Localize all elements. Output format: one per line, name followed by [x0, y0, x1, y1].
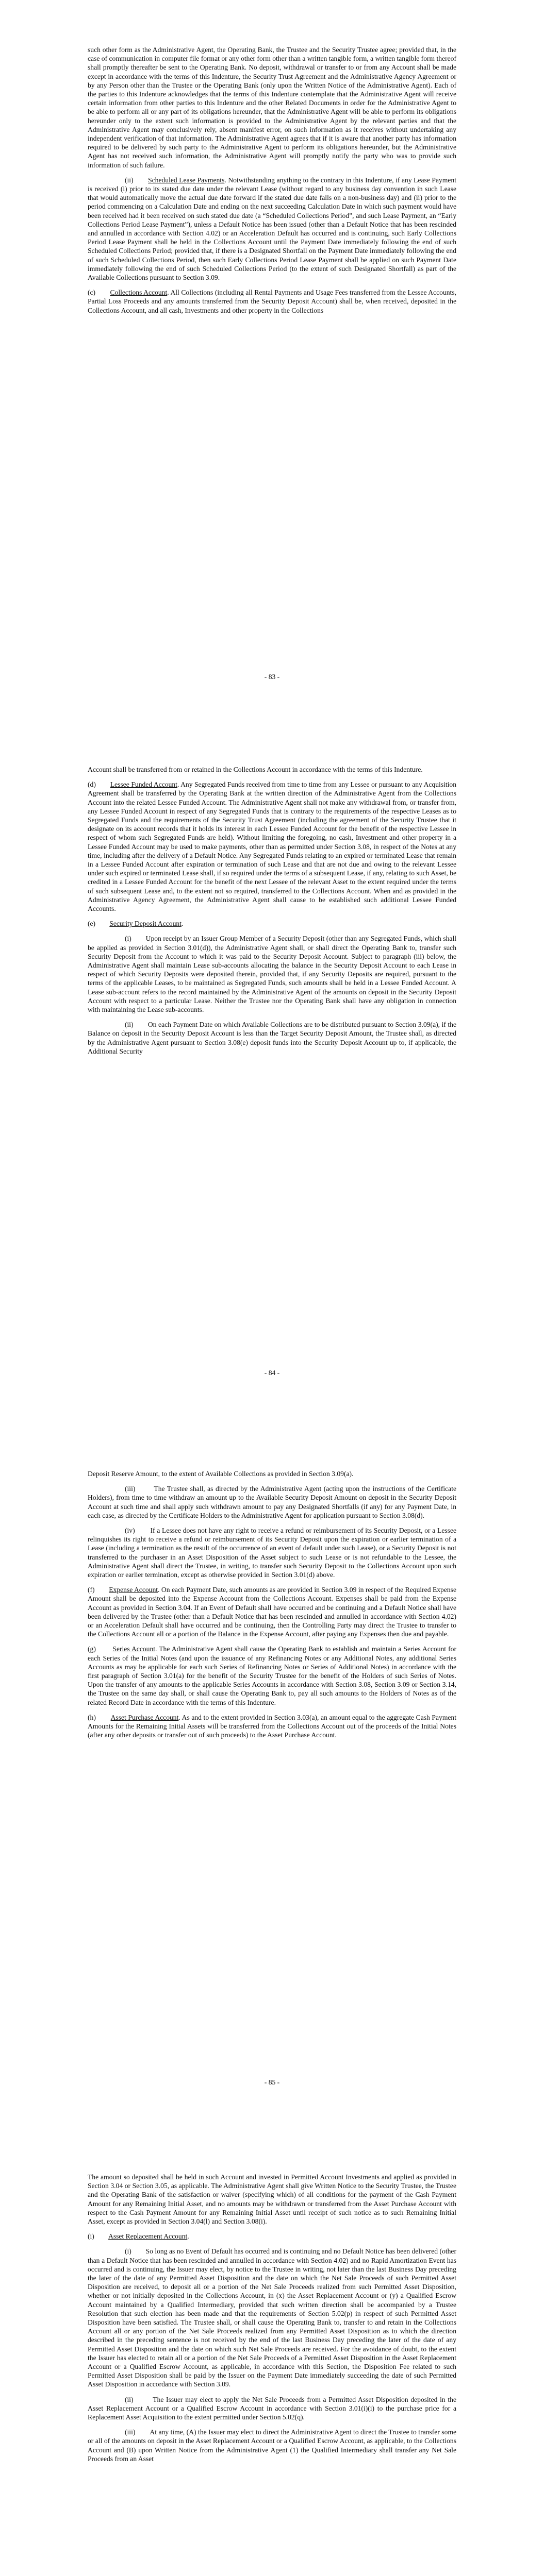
paragraph-text: The Issuer may elect to apply the Net Sale Proceeds from a Permitted Asset Disposition deposited in the Asset Replacement Account or a Qualified Escrow Account in accordance with Section 3.01(i)(i) to the purchase price for a Replacement Asset Acquisition to the extent permitted under Section 5.02(q).	[88, 2395, 457, 2421]
page-84	[0, 703, 544, 1406]
section-title: Scheduled Lease Payments	[148, 176, 225, 184]
paragraph: Account shall be transferred from or retained in the Collections Account in accordance with the terms of this Indenture.	[88, 766, 423, 773]
paragraph	[88, 1020, 456, 1056]
section-title: Asset Purchase Account	[110, 1713, 179, 1721]
page-number: - 84 -	[264, 1369, 280, 1377]
heading-asset-replacement-account	[88, 2232, 456, 2241]
page-number: - 83 -	[264, 673, 280, 681]
section-title: Asset Replacement Account	[108, 2232, 188, 2241]
paragraph-text: If a Lessee does not have any right to receive a refund or reimbursement of its Security Deposit, or a Lessee relinquishes its right to receive a refund or reimbursement of its Security Deposit upon the expiration or earlier termination of a Lease (including a termination as the result of the occurrence of an event of default under such Lease), or a Security Deposit is not transferred to the purchaser in an Asset Disposition of the Asset subject to such Lease or is not refundable to the Lessee, the Administrative Agent shall direct the Trustee, in writing, to transfer such Security Deposit to the Collections Account upon such expiration or earlier termination, except as otherwise provided in Section 3.01(d) above.	[88, 1527, 457, 1579]
paragraph	[88, 1526, 456, 1579]
section-number: (e)	[88, 920, 96, 928]
subsection-number: (ii)	[125, 1021, 134, 1029]
page-83	[0, 0, 544, 703]
paragraph	[88, 1484, 456, 1520]
subsection-number: (ii)	[125, 176, 134, 184]
page-number: - 85 -	[264, 2078, 280, 2086]
heading-security-deposit-account	[88, 919, 456, 928]
page-body	[88, 1469, 456, 1745]
paragraph: The amount so deposited shall be held in such Account and invested in Permitted Account Investments and applied as provided in Section 3.04 or Section 3.05, as applicable. The Administrative Agent shall give Written Notice to the Security Trustee, the Trustee and the Operating Bank of the satisfaction or waiver (specifying which) of all conditions for the payment of the Cash Payment Amount for any Remaining Initial Asset, and no amounts may be withdrawn or transferred from the Asset Purchase Account with respect to the Cash Payment Amount for any Remaining Initial Asset until receipt of such notice as to such Remaining Initial Asset, except as provided in Section 3.04(l) and Section 3.08(i).	[88, 2173, 456, 2226]
paragraph-text: . On each Payment Date, such amounts as are provided in Section 3.09 in respect of the Required Expense Amount shall be deposited into the Expense Account from the Collections Account. Expenses shall be paid from the Expense Account as provided in Section 3.04. If an Event of Default shall have occurred and be continuing and a Default Notice shall have been delivered by the Trustee (other than a Default Notice that has been rescinded and annulled in accordance with Section 4.02) or an Acceleration Default shall have occurred and be continuing, then the Controlling Party may direct the Trustee to transfer to the Collections Account all or a portion of the Balance in the Expense Account, after paying any Expenses then due and payable.	[88, 1586, 456, 1638]
paragraph-text: The Trustee shall, as directed by the Administrative Agent (acting upon the instructions of the Certificate Holders), from time to time withdraw an amount up to the Available Security Deposit Amount on deposit in the Security Deposit Account at such time and shall apply such withdrawn amount to pay any Designated Shortfalls (if any) for any Payment Date, in each case, as directed by the Certificate Holders to the Administrative Agent for application pursuant to Section 3.08(d).	[88, 1485, 456, 1519]
paragraph-expense-account	[88, 1585, 456, 1638]
paragraph-text: . The Administrative Agent shall cause the Operating Bank to establish and maintain a Series Account for each Series of the Initial Notes (and upon the issuance of any Refinancing Notes or any Additional Notes, any additional Series Accounts as may be applicable for each such Series of Refinancing Notes or Series of Additional Notes) in accordance with the first paragraph of Section 3.01(a) for the benefit of the Security Trustee for the benefit of the Holders of such Series of Notes. Upon the transfer of any amounts to the applicable Series Accounts in accordance with Section 3.08, Section 3.09 or Section 3.14, the Trustee on the same day shall, or shall cause the Operating Bank to, pay all such amounts to the Holders of Notes as of the related Record Date in accordance with the terms of this Indenture.	[88, 1645, 456, 1706]
subsection-number: (ii)	[125, 2395, 134, 2403]
subsection-number: (i)	[125, 2247, 131, 2256]
subsection-number: (iii)	[125, 2428, 136, 2436]
paragraph	[88, 2247, 456, 2388]
section-number: (d)	[88, 781, 96, 789]
section-number: (f)	[88, 1586, 95, 1594]
page-85	[0, 1406, 544, 2110]
paragraph-scheduled-lease-payments	[88, 176, 456, 282]
paragraph-text: . Any Segregated Funds received from time to time from any Lessee or pursuant to any Acquisition Agreement shall be transferred by the Operating Bank at the written direction of the Administrative Agent from the Collections Account into the related Lessee Funded Account. The Administrative Agent shall not make any withdrawal from, or transfer from, any Lessee Funded Account in respect of any Segregated Funds that is contrary to the requirements of the respective Leases as to Segregated Funds and the requirements of the Security Trust Agreement (including the agreement of the Security Trustee that it designate on its account records that it holds its interest in each Lessee Funded Account for the benefit of the respective Lessee in respect of whom such Segregated Funds are held). Without limiting the foregoing, no cash, Investment and other property in a Lessee Funded Account may be used to make payments, other than as permitted under Section 3.08, in respect of the Notes at any time, including after the delivery of a Default Notice. Any Segregated Funds relating to an expired or terminated Lease that remain in a Lessee Funded Account after expiration or termination of such Lease and that are not due and owing to the relevant Lessee under such expired or terminated Lease shall, if so required under the terms of a subsequent Lease, if any, relating to such Asset, be credited in a Lessee Funded Account for the benefit of the next Lessee of the relevant Asset to the extent required under the terms of such subsequent Lease and, to the extent not so required, transferred to the Collections Account. When and as provided in the Administrative Agency Agreement, the Administrative Agent shall cause to be established such additional Lessee Funded Accounts.	[88, 781, 457, 913]
section-number: (h)	[88, 1713, 96, 1721]
paragraph-text: .	[187, 2232, 189, 2241]
subsection-number: (i)	[125, 935, 131, 943]
paragraph: such other form as the Administrative Agent, the Operating Bank, the Trustee and the Security Trustee agree; provided that, in the case of communication in computer file format or any other form other than a written tangible form, a written tangible form thereof shall promptly thereafter be sent to the Operating Bank. No deposit, withdrawal or transfer to or from any Account shall be made except in accordance with the terms of this Indenture, the Security Trust Agreement and the Administrative Agency Agreement or by any Person other than the Trustee or the Operating Bank (only upon the Written Notice of the Administrative Agent). Each of the parties to this Indenture acknowledges that the terms of this Indenture contemplate that the Administrative Agent will receive certain information from other parties to this Indenture and the other Related Documents in order for the Administrative Agent to be able to perform all or any part of its obligations hereunder, that the Administrative Agent will be able to perform its obligations hereunder only to the extent such information is provided to the Administrative Agent by the relevant parties and that the Administrative Agent may conclusively rely, absent manifest error, on such information as it receives without undertaking any independent verification of that information. The Administrative Agent agrees that if it is aware that another party has information required to be delivered by such party to the Administrative Agent to perform its obligations hereunder, but the Administrative Agent has not received such information, the Administrative Agent will promptly notify the party who was to provide such information of such failure.	[88, 46, 456, 169]
paragraph	[88, 934, 456, 1014]
section-number: (g)	[88, 1645, 96, 1653]
paragraph-asset-purchase-account	[88, 1713, 456, 1740]
paragraph-text: So long as no Event of Default has occurred and is continuing and no Default Notice has been delivered (other than a Default Notice that has been rescinded and annulled in accordance with Section 4.02) and no Rapid Amortization Event has occurred and is continuing, the Issuer may elect, by notice to the Trustee in writing, not later than the last Business Day preceding the later of the date of any Permitted Asset Disposition and the date on which the Net Sale Proceeds of such Permitted Asset Disposition are received, to deposit all or a portion of the Net Sale Proceeds realized from such Permitted Asset Disposition, whether or not initially deposited in the Collections Account, in (x) the Asset Replacement Account or (y) a Qualified Escrow Account maintained by a Qualified Intermediary, provided that such written direction shall be accompanied by a Trustee Resolution that such election has been made and that the requirements of Section 5.02(p) in respect of such Permitted Asset Disposition have been satisfied. The Trustee shall, or shall cause the Operating Bank to, transfer to and retain in the Collections Account all or any portion of the Net Sale Proceeds realized from any Permitted Asset Disposition as to which the direction described in the preceding sentence is not received by the end of the last Business Day preceding the later of the date of any Permitted Asset Disposition and the date on which such Net Sale Proceeds are received. For the avoidance of doubt, to the extent the Issuer has elected to retain all or a portion of the Net Sale Proceeds of a Permitted Asset Disposition in the Asset Replacement Account or a Qualified Escrow Account, as applicable, in accordance with this Section, the Disposition Fee related to such Permitted Asset Disposition shall be paid by the Issuer on the Payment Date immediately succeeding the date of such Permitted Asset Disposition in accordance with Section 3.09.	[88, 2247, 456, 2388]
paragraph	[88, 2428, 456, 2463]
section-title: Collections Account	[110, 289, 168, 297]
subsection-number: (iv)	[125, 1527, 135, 1535]
paragraph-collections-account	[88, 288, 456, 315]
paragraph-text: . Notwithstanding anything to the contrary in this Indenture, if any Lease Payment is received (i) prior to its stated due date under the relevant Lease (without regard to any business day convention in such Lease that would automatically move the actual due date forward if the stated due date falls on a non-business day) and (ii) prior to the period commencing on a Calculation Date and ending on the next succeeding Calculation Date in which such payment would have been received had it been received on such stated due date (a “Scheduled Collections Period”, and such Lease Payment, an “Early Collections Period Lease Payment”), unless a Default Notice has been issued (other than a Default Notice that has been rescinded and annulled in accordance with Section 4.02) or an Acceleration Default has occurred and is continuing, such Early Collections Period Lease Payment shall be held in the Collections Account until the Payment Date immediately following the end of such Scheduled Collections Period; provided that, if there is a Designated Shortfall on the Payment Date immediately following the end of such Scheduled Collections Period, then such Early Collections Period Lease Payment shall be applied on such Payment Date immediately following the end of such Scheduled Collections Period (to the extent of such Designated Shortfall) as part of the Available Collections pursuant to Section 3.09.	[88, 176, 456, 282]
paragraph-text: .	[181, 920, 184, 928]
paragraph-text: . All Collections (including all Rental Payments and Usage Fees transferred from the Lessee Accounts, Partial Loss Proceeds and any amounts transferred from the Security Deposit Account) shall be, when received, deposited in the Collections Account, and all cash, Investments and other property in the Collections	[88, 289, 457, 314]
page-86	[0, 2110, 544, 2576]
paragraph	[88, 2395, 456, 2422]
section-title: Expense Account	[109, 1586, 158, 1594]
paragraph-series-account	[88, 1645, 456, 1706]
page-body	[88, 2173, 456, 2469]
paragraph-text: . As and to the extent provided in Section 3.03(a), an amount equal to the aggregate Cash Payment Amounts for the Remaining Initial Assets will be transferred from the Collections Account out of the proceeds of the Initial Notes (after any other deposits or transfer out of such proceeds) to the Asset Purchase Account.	[88, 1713, 457, 1739]
section-number: (i)	[88, 2232, 94, 2241]
paragraph-text: Upon receipt by an Issuer Group Member of a Security Deposit (other than any Segregated Funds, which shall be applied as provided in Section 3.01(d)), the Administrative Agent shall, or shall direct the Operating Bank to, transfer such Security Deposit from the Account to which it was paid to the Security Deposit Account. Subject to paragraph (iii) below, the Administrative Agent shall maintain Lease sub-accounts allocating the balance in the Security Deposit Account to each Lease in respect of which Security Deposits were deposited therein, provided that, if any Security Deposits are required, pursuant to the terms of the applicable Leases, to be maintained as Segregated Funds, such amounts shall be held in a Lessee Funded Account. A Lease sub-account refers to the record maintained by the Administrative Agent of the amounts on deposit in the Security Deposit Account with respect to a particular Lease. Neither the Trustee nor the Operating Bank shall have any obligation in connection with maintaining the Lease sub-accounts.	[88, 935, 457, 1014]
paragraph-text: On each Payment Date on which Available Collections are to be distributed pursuant to Section 3.09(a), if the Balance on deposit in the Security Deposit Account is less than the Target Security Deposit Amount, the Trustee shall, as directed by the Administrative Agent pursuant to Section 3.08(e) deposit funds into the Security Deposit Account up to, if applicable, the Additional Security	[88, 1021, 457, 1055]
subsection-number: (iii)	[125, 1485, 136, 1493]
page-body	[88, 45, 456, 321]
page-body	[88, 765, 456, 1062]
section-number: (c)	[88, 289, 96, 297]
section-title: Security Deposit Account	[109, 920, 182, 928]
paragraph-lessee-funded-account	[88, 780, 456, 913]
paragraph: Deposit Reserve Amount, to the extent of Available Collections as provided in Section 3.09(a).	[88, 1470, 354, 1478]
section-title: Lessee Funded Account	[110, 781, 177, 789]
paragraph-text: At any time, (A) the Issuer may elect to direct the Administrative Agent to direct the Trustee to transfer some or all of the amounts on deposit in the Asset Replacement Account or a Qualified Escrow Account, as applicable, to the Collections Account and (B) upon Written Notice from the Administrative Agent (1) the Qualified Intermediary shall transfer any Net Sale Proceeds from an Asset	[88, 2428, 456, 2463]
section-title: Series Account	[112, 1645, 156, 1653]
